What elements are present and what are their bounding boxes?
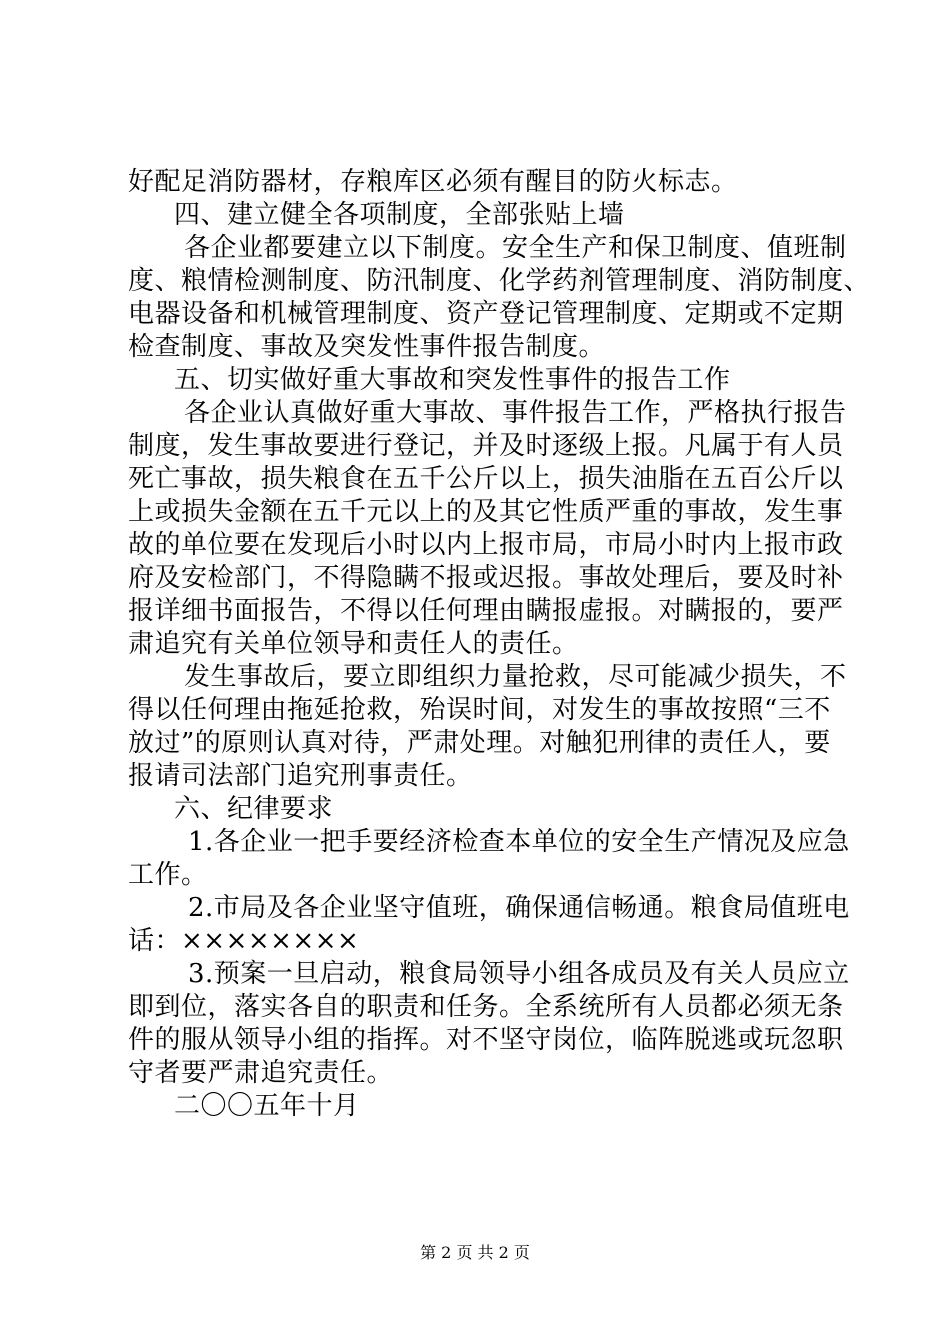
paragraph-line: 制度，发生事故要进行登记，并及时逐级上报。凡属于有人员: [128, 431, 844, 461]
numbered-item-line: 3.预案一旦启动，粮食局领导小组各成员及有关人员应立: [188, 959, 850, 989]
paragraph-line: 件的服从领导小组的指挥。对不坚守岗位，临阵脱逃或玩忽职: [128, 1025, 844, 1055]
paragraph-line: 上或损失金额在五千元以上的及其它性质严重的事故，发生事: [128, 497, 844, 527]
document-date: 二〇〇五年十月: [174, 1091, 360, 1121]
paragraph-line: 即到位，落实各自的职责和任务。全系统所有人员都必须无条: [128, 992, 844, 1022]
numbered-item-line: 2.市局及各企业坚守值班，确保通信畅通。粮食局值班电: [188, 893, 850, 923]
paragraph-line: 得以任何理由拖延抢救，殆误时间，对发生的事故按照“三不: [128, 695, 831, 725]
paragraph-line: 守者要严肃追究责任。: [128, 1058, 394, 1088]
page-footer: 第 2 页 共 2 页: [420, 1243, 530, 1262]
paragraph-line: 各企业都要建立以下制度。安全生产和保卫制度、值班制: [184, 233, 847, 263]
paragraph-line: 放过”的原则认真对待，严肃处理。对触犯刑律的责任人，要: [128, 728, 831, 758]
paragraph-line: 发生事故后，要立即组织力量抢救，尽可能减少损失，不: [184, 662, 847, 692]
paragraph-line: 各企业认真做好重大事故、事件报告工作，严格执行报告: [184, 398, 847, 428]
paragraph-line: 报详细书面报告，不得以任何理由瞒报虚报。对瞒报的，要严: [128, 596, 844, 626]
paragraph-line: 府及安检部门，不得隐瞒不报或迟报。事故处理后，要及时补: [128, 563, 844, 593]
numbered-item-line: 1.各企业一把手要经济检查本单位的安全生产情况及应急: [188, 827, 850, 857]
section-heading: 四、建立健全各项制度，全部张贴上墙: [174, 200, 625, 230]
section-heading: 六、纪律要求: [174, 794, 334, 824]
paragraph-line: 检查制度、事故及突发性事件报告制度。: [128, 332, 606, 362]
paragraph-line: 肃追究有关单位领导和责任人的责任。: [128, 629, 579, 659]
paragraph-line: 电器设备和机械管理制度、资产登记管理制度、定期或不定期: [128, 299, 844, 329]
paragraph-line: 报请司法部门追究刑事责任。: [128, 761, 473, 791]
section-heading: 五、切实做好重大事故和突发性事件的报告工作: [174, 365, 731, 395]
paragraph-line: 工作。: [128, 860, 208, 890]
paragraph-line: 故的单位要在发现后小时以内上报市局，市局小时内上报市政: [128, 530, 844, 560]
paragraph-line: 话：××××××××: [128, 926, 360, 956]
document-body: [128, 166, 871, 1123]
paragraph-line: 好配足消防器材，存粮库区必须有醒目的防火标志。: [128, 167, 738, 197]
paragraph-line: 死亡事故，损失粮食在五千公斤以上，损失油脂在五百公斤以: [128, 464, 844, 494]
paragraph-line: 度、粮情检测制度、防汛制度、化学药剂管理制度、消防制度、: [128, 266, 871, 296]
